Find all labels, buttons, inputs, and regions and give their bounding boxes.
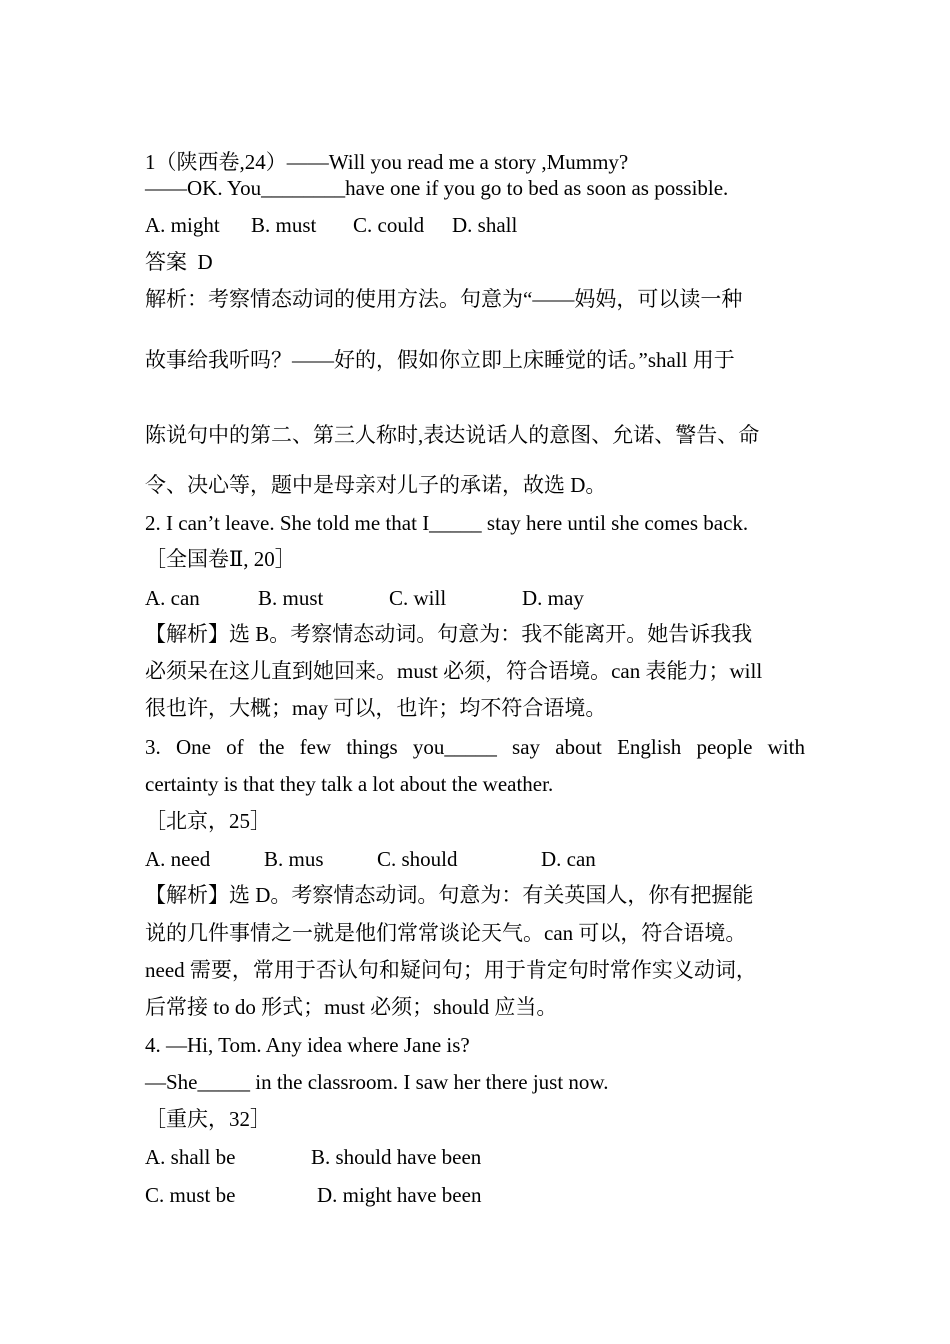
q3-word: 3. <box>145 735 161 759</box>
q4-option-b: B. should have been <box>311 1145 482 1169</box>
q1-analysis-line: 陈说句中的第二、第三人称时,表达说话人的意图、允诺、警告、命 <box>145 423 760 447</box>
q2-source: ［全国卷Ⅱ, 20］ <box>145 547 296 571</box>
q3-analysis-line: need 需要，常用于否认句和疑问句；用于肯定句时常作实义动词， <box>145 958 757 982</box>
q3-word: things <box>346 735 398 759</box>
q1-analysis-line: 故事给我听吗？——好的，假如你立即上床睡觉的话。”shall 用于 <box>145 348 735 372</box>
q4-stem-line2: —She_____ in the classroom. I saw her there just now. <box>145 1070 609 1094</box>
q3-source: ［北京，25］ <box>145 809 271 833</box>
q3-analysis-line: 后常接 to do 形式；must 必须；should 应当。 <box>145 995 558 1019</box>
q1-option-a: A. might <box>145 213 220 237</box>
q2-analysis-line: 必须呆在这儿直到她回来。must 必须，符合语境。can 表能力；will <box>145 659 763 683</box>
q3-stem-line2: certainty is that they talk a lot about the weather. <box>145 772 554 796</box>
q2-option-a: A. can <box>145 586 200 610</box>
q1-analysis-line: 解析：考察情态动词的使用方法。句意为“——妈妈，可以读一种 <box>145 287 743 311</box>
q3-stem-line1 <box>145 737 805 758</box>
q3-option-b: B. mus <box>264 847 324 871</box>
q3-analysis-line: 【解析】选 D。考察情态动词。句意为：有关英国人，你有把握能 <box>145 883 754 907</box>
q3-option-a: A. need <box>145 847 211 871</box>
q3-word: say <box>512 735 541 759</box>
q4-option-d: D. might have been <box>317 1183 482 1207</box>
q1-option-d: D. shall <box>452 213 518 237</box>
q3-word: few <box>299 735 332 759</box>
q1-analysis-line: 令、决心等，题中是母亲对儿子的承诺，故选 D。 <box>145 473 607 497</box>
q2-option-c: C. will <box>389 586 447 610</box>
q2-analysis-line: 很也许，大概；may 可以，也许；均不符合语境。 <box>145 696 607 720</box>
q1-stem: ——OK. You________have one if you go to bed as soon as possible. <box>145 176 729 200</box>
q3-word: English <box>617 735 682 759</box>
q3-word: about <box>555 735 602 759</box>
q1-option-c: C. could <box>353 213 425 237</box>
q3-word: of <box>226 735 244 759</box>
q4-option-c: C. must be <box>145 1183 236 1207</box>
q2-analysis-line: 【解析】选 B。考察情态动词。句意为：我不能离开。她告诉我我 <box>145 622 753 646</box>
q1-option-b: B. must <box>251 213 317 237</box>
q3-option-c: C. should <box>377 847 458 871</box>
q3-word: people <box>696 735 753 759</box>
q3-option-d: D. can <box>541 847 596 871</box>
q3-analysis-line: 说的几件事情之一就是他们常常谈论天气。can 可以，符合语境。 <box>145 921 747 945</box>
q3-word: the <box>258 735 285 759</box>
q2-option-b: B. must <box>258 586 324 610</box>
q4-stem-line1: 4. —Hi, Tom. Any idea where Jane is? <box>145 1033 470 1057</box>
q3-word: you_____ <box>412 735 497 759</box>
q2-stem: 2. I can’t leave. She told me that I_____ stay here until she comes back. <box>145 511 749 535</box>
q1-answer: 答案 D <box>145 250 213 274</box>
q3-word: with <box>767 735 805 759</box>
q4-source: ［重庆，32］ <box>145 1107 271 1131</box>
q2-option-d: D. may <box>522 586 584 610</box>
q1-header: 1（陕西卷,24）——Will you read me a story ,Mummy? <box>145 150 629 174</box>
q4-option-a: A. shall be <box>145 1145 236 1169</box>
q3-word: One <box>175 735 211 759</box>
